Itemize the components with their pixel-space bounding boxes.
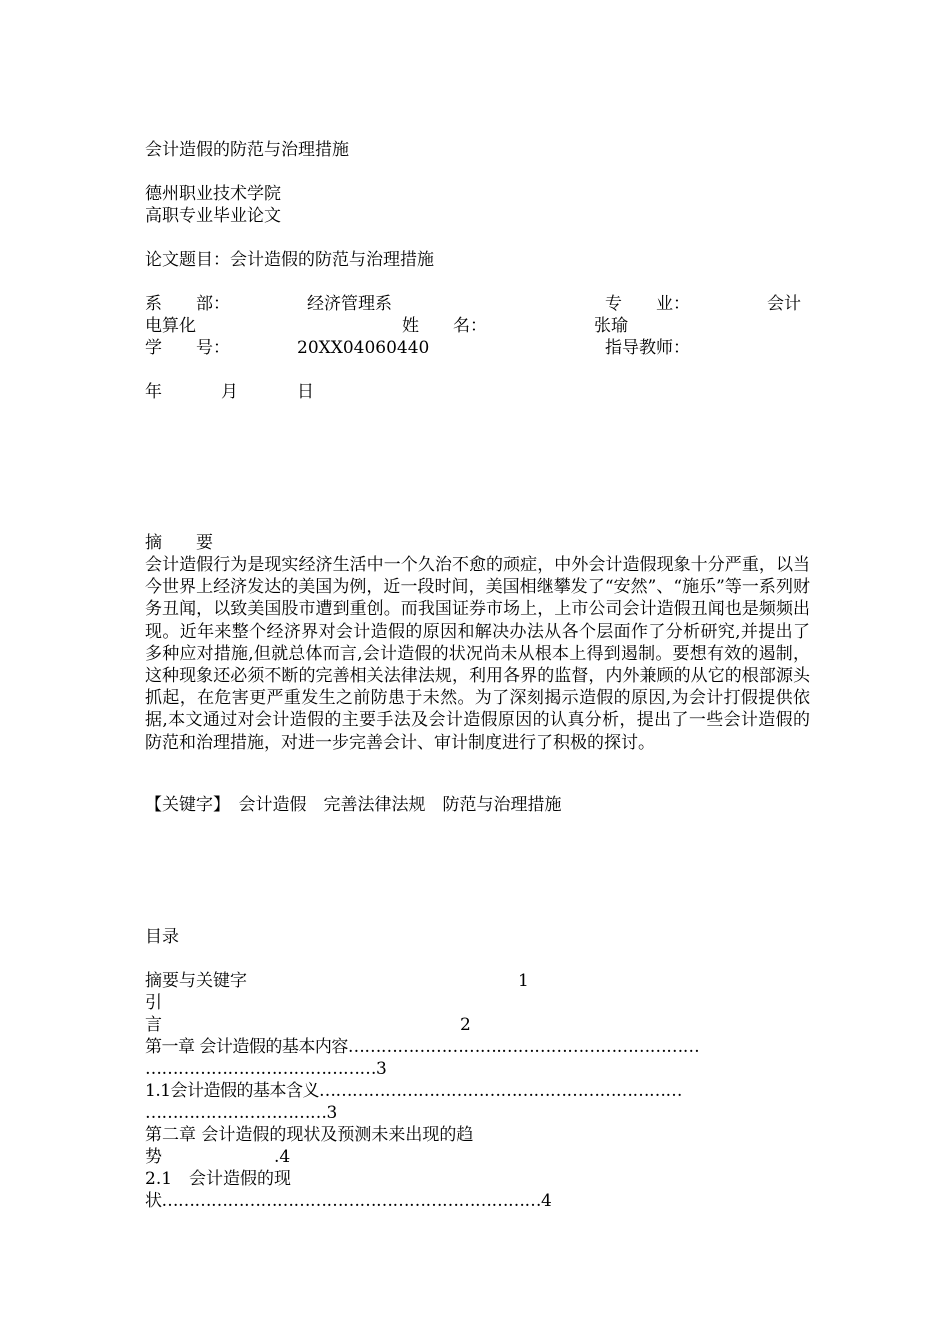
name-value: 张瑜	[594, 316, 628, 336]
document-title: 会计造假的防范与治理措施	[145, 140, 349, 160]
keywords-line: 【关键字】 会计造假 完善法律法规 防范与治理措施	[145, 795, 562, 815]
school-name: 德州职业技术学院	[145, 184, 281, 204]
major-value-part1: 会计	[767, 294, 801, 314]
student-id-value: 20XX04060440	[297, 338, 430, 358]
toc-item-chapter2: 第二章 会计造假的现状及预测未来出现的趋	[145, 1125, 474, 1145]
toc-item-chapter1: 第一章 会计造假的基本内容……………………….………………………………	[145, 1037, 700, 1057]
toc-item-chapter2-cont: 势	[145, 1147, 162, 1167]
department-label: 系 部：	[145, 294, 230, 314]
toc-item-abstract: 摘要与关键字	[145, 971, 247, 991]
department-value: 经济管理系	[307, 294, 392, 314]
toc-item-intro-part1: 引	[145, 993, 162, 1013]
abstract-heading: 摘 要	[145, 533, 213, 553]
toc-item-intro-part2: 言	[145, 1015, 162, 1035]
abstract-body: 会计造假行为是现实经济生活中一个久治不愈的顽症，中外会计造假现象十分严重，以当今世界上经济发达的美国为例，近一段时间，美国相继攀发了“安然”、“施乐”等一系列财务丑闻，以致美国股市遭到重创。而我国证券市场上，上市公司会计造假丑闻也是频频出现。近年来整个经济界对会计造假的原因和解决办法从各个层面作了分析研究,并提出了多种应对措施,但就总体而言,会计造假的状况尚未从根本上得到遏制。要想有效的遏制，这种现象还必须不断的完善相关法律法规，利用各界的监督，内外兼顾的从它的根部源头抓起，在危害更严重发生之前防患于未然。为了深刻揭示造假的原因,为会计打假提供依据,本文通过对会计造假的主要手法及会计造假原因的认真分析，提出了一些会计造假的防范和治理措施，对进一步完善会计、审计制度进行了积极的探讨。	[145, 555, 810, 753]
toc-item-section-1-1-cont: ……………………………3	[145, 1103, 337, 1123]
toc-heading: 目录	[145, 927, 179, 947]
toc-item-section-2-1-cont: 状……………………………………………………………4	[145, 1191, 552, 1211]
date-month: 月	[221, 382, 238, 402]
thesis-topic: 论文题目：会计造假的防范与治理措施	[145, 250, 434, 270]
student-id-label: 学 号：	[145, 338, 230, 358]
name-label: 姓 名：	[402, 316, 487, 336]
date-year: 年	[145, 382, 162, 402]
toc-item-chapter1-cont: ……………………………………3	[145, 1059, 387, 1079]
toc-item-section-2-1: 2.1 会计造假的现	[145, 1169, 292, 1189]
toc-item-abstract-page: 1	[518, 971, 529, 991]
thesis-type: 高职专业毕业论文	[145, 206, 281, 226]
toc-item-intro-page: 2	[460, 1015, 471, 1035]
advisor-label: 指导教师：	[605, 338, 690, 358]
toc-item-chapter2-page: .4	[274, 1147, 291, 1167]
major-label: 专 业：	[605, 294, 690, 314]
major-value-part2: 电算化	[145, 316, 196, 336]
toc-item-section-1-1: 1.1会计造假的基本含义…………………………………………………………	[145, 1081, 683, 1101]
date-day: 日	[297, 382, 314, 402]
